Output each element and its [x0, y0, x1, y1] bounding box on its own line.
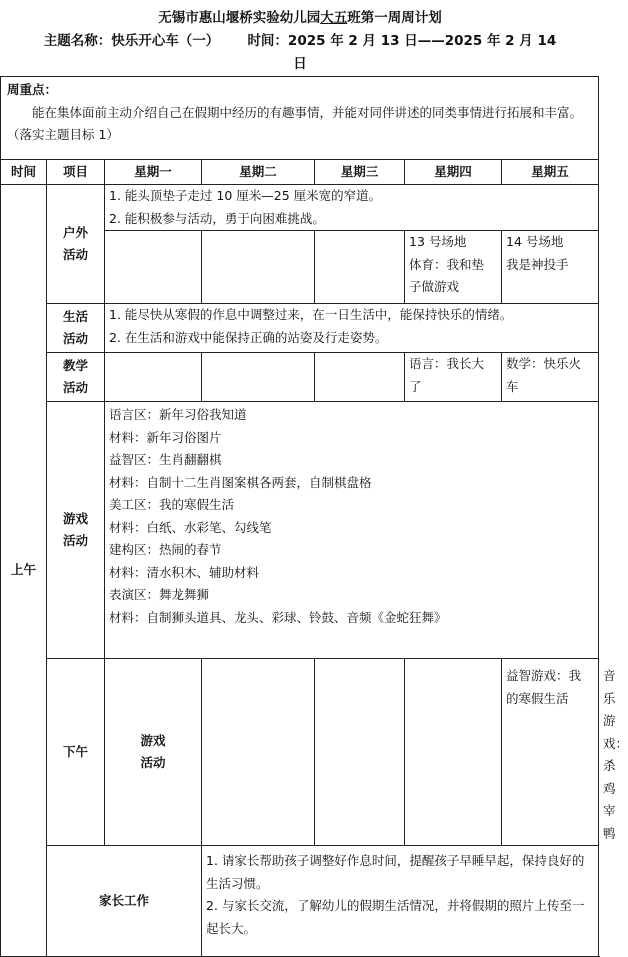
col-item: 项目 — [47, 160, 105, 185]
outdoor-friday — [502, 231, 599, 304]
parents-line: 1. 请家长帮助孩子调整好作息时间，提醒孩子早睡早起，保持良好的生活习惯。 — [206, 853, 585, 891]
afternoon-tuesday — [315, 659, 405, 846]
outdoor-wednesday — [315, 231, 405, 304]
outdoor-label — [47, 185, 105, 304]
teaching-thursday-line: 语言：我长大 — [409, 356, 485, 371]
weekly-plan-table: 周重点： 能在集体面前主动介绍自己在假期中经历的有趣事情，并能对同伴讲述的同类事情进行拓展和丰富。（落实主题目标 1） 时间 项目 星期一 星期二 星期三 星期四 星期五 上午 户外 活动 1. 能头顶垫子走过 10 厘米—25 厘米宽的窄道。 2. 能积极参与活动，勇于向困难挑战。 13 号场地 体育：我和垫 子做游戏 14 号场地 我是神投手 生活 活动 1. 能尽快从寒假的作息中调整过来，在一日生活中，能保持快乐的情绪。 2. 在生活和游戏中能保持正确的站姿及行走姿势。 教学 活动 语言：我长大 了 数学：快乐火 车 游戏 活动 语言区：新年习俗我知道 材料：新年习俗图片 益智区：生肖翻翻棋 材料：自制十二生肖图案棋各两套，自制棋盘格 美工区：我的寒假生活 材料：白纸、水彩笔、勾线笔 建构区：热闹的春节 材料：清水积木、辅助材料 表演区：舞龙舞狮 材料：自制狮头道具、龙头、彩球、铃鼓、音频《金蛇狂舞》 下午 游戏 活动 益智游戏：我 的寒假生活 音乐游戏：杀 鸡宰鸭 家长工作 1. 请家长帮助孩子调整好作息时间，提醒孩子早睡早起，保持良好的生活习惯。 2. 与家长交流，了解幼儿的假期生活情况，并将假期的照片上传至一起长大。 — [0, 76, 599, 957]
plan-subtitle — [0, 30, 600, 76]
games-label — [47, 402, 105, 659]
outdoor-tuesday — [202, 231, 315, 304]
outdoor-monday — [105, 231, 202, 304]
plan-title — [0, 6, 600, 26]
outdoor-goals — [105, 185, 599, 231]
games-line: 材料：自制狮头道具、龙头、彩球、铃鼓、音频《金蛇狂舞》 — [109, 609, 447, 625]
teaching-wednesday — [315, 353, 405, 402]
weekly-focus-text: 能在集体面前主动介绍自己在假期中经历的有趣事情，并能对同伴讲述的同类事情进行拓展和丰富。（落实主题目标 1） — [7, 104, 583, 142]
teaching-friday-line: 数学：快乐火 — [506, 356, 582, 371]
games-line: 材料：清水积木、辅助材料 — [109, 564, 260, 580]
games-line: 材料：自制十二生肖图案棋各两套，自制棋盘格 — [109, 474, 372, 490]
title-class: 大五 — [320, 10, 348, 26]
outdoor-thursday — [405, 231, 502, 304]
life-goal: 1. 能尽快从寒假的作息中调整过来，在一日生活中，能保持快乐的情绪。 — [109, 307, 513, 322]
games-label-1: 游戏 — [62, 510, 88, 526]
afternoon-thursday-line: 的寒假生活 — [506, 690, 569, 706]
afternoon-games-label-2: 活动 — [140, 755, 166, 770]
title-school: 无锡市惠山堰桥实验幼儿园 — [158, 10, 321, 26]
teaching-label — [47, 353, 105, 402]
life-goal: 2. 在生活和游戏中能保持正确的站姿及行走姿势。 — [109, 329, 388, 345]
outdoor-label-2: 活动 — [62, 247, 88, 262]
teaching-thursday — [405, 353, 502, 402]
outdoor-friday-line: 14 号场地 — [506, 234, 564, 249]
games-line: 益智区：生肖翻翻棋 — [109, 452, 222, 467]
teaching-monday — [105, 353, 202, 402]
parents-label: 家长工作 — [47, 846, 202, 957]
life-goals — [105, 304, 599, 353]
col-tuesday: 星期二 — [202, 160, 315, 185]
col-wednesday: 星期三 — [315, 160, 405, 185]
games-label-2: 活动 — [62, 533, 88, 548]
outdoor-friday-line: 我是神投手 — [506, 256, 569, 272]
outdoor-label-1: 户外 — [62, 224, 88, 240]
afternoon-games-label-1: 游戏 — [140, 732, 166, 748]
col-time: 时间 — [1, 160, 47, 185]
life-label-2: 活动 — [62, 331, 88, 346]
time-range: 时间：2025 年 2 月 13 日——2025 年 2 月 14 — [247, 33, 557, 49]
weekly-focus — [1, 77, 599, 160]
teaching-friday-line: 车 — [506, 378, 519, 394]
teaching-label-1: 教学 — [62, 357, 88, 373]
afternoon-thursday — [502, 659, 599, 846]
afternoon-label: 下午 — [47, 659, 105, 846]
parents-line: 2. 与家长交流，了解幼儿的假期生活情况，并将假期的照片上传至一起长大。 — [206, 898, 585, 936]
outdoor-goal: 1. 能头顶垫子走过 10 厘米—25 厘米宽的窄道。 — [109, 188, 382, 203]
games-line: 材料：白纸、水彩笔、勾线笔 — [109, 519, 272, 535]
games-content — [105, 402, 599, 659]
games-line: 语言区：新年习俗我知道 — [109, 407, 247, 422]
life-label — [47, 304, 105, 353]
title-suffix: 班第一周周计划 — [347, 10, 442, 26]
col-thursday: 星期四 — [405, 160, 502, 185]
afternoon-monday — [202, 659, 315, 846]
teaching-friday — [502, 353, 599, 402]
outdoor-thursday-line: 体育：我和垫 — [409, 256, 485, 272]
afternoon-thursday-line: 益智游戏：我 — [506, 668, 582, 683]
header-row — [1, 160, 599, 185]
outdoor-goal: 2. 能积极参与活动，勇于向困难挑战。 — [109, 210, 325, 226]
games-line: 美工区：我的寒假生活 — [109, 497, 235, 512]
teaching-label-2: 活动 — [62, 380, 88, 395]
parents-content — [202, 846, 599, 957]
col-monday: 星期一 — [105, 160, 202, 185]
theme-name: 主题名称：快乐开心车（一） — [43, 33, 220, 49]
life-label-1: 生活 — [62, 308, 88, 324]
col-friday: 星期五 — [502, 160, 599, 185]
games-line: 材料：新年习俗图片 — [109, 429, 222, 445]
afternoon-games-label — [105, 659, 202, 846]
outdoor-thursday-line: 子做游戏 — [409, 279, 460, 294]
morning-label: 上午 — [1, 185, 47, 957]
games-line: 建构区：热闹的春节 — [109, 542, 222, 557]
games-line: 表演区：舞龙舞狮 — [109, 587, 210, 602]
time-range-wrap: 日 — [293, 56, 307, 72]
teaching-thursday-line: 了 — [409, 378, 422, 394]
outdoor-thursday-line: 13 号场地 — [409, 234, 467, 249]
afternoon-wednesday — [405, 659, 502, 846]
teaching-tuesday — [202, 353, 315, 402]
weekly-focus-label: 周重点： — [7, 82, 58, 97]
